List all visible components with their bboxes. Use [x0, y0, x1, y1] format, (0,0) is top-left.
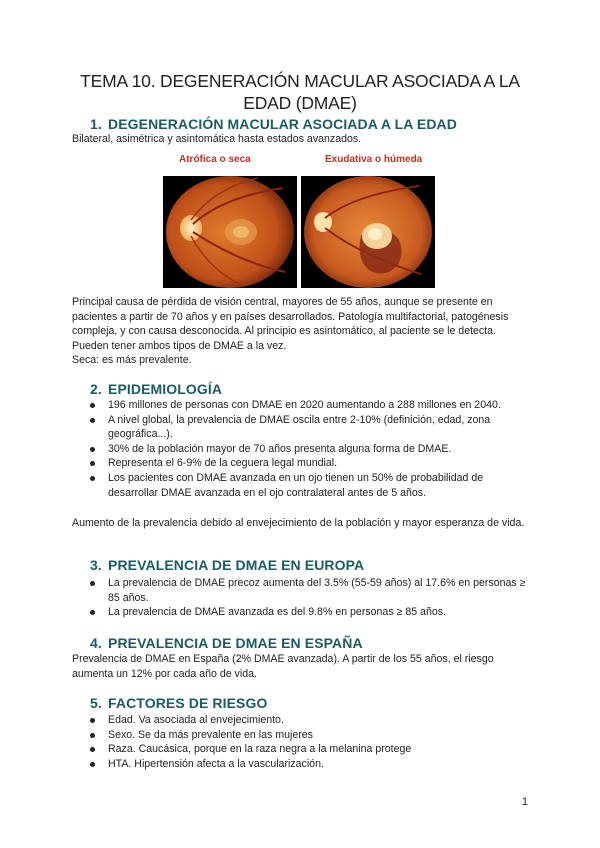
list-item: La prevalencia de DMAE avanzada es del 9.8% en personas ≥ 85 años. — [72, 605, 532, 620]
section-1-number: 1. — [90, 116, 102, 132]
section-1-dry-note: Seca: es más prevalente. — [72, 354, 192, 366]
europe-prevalence-list — [72, 576, 532, 620]
list-item: Edad. Va asociada al envejecimiento. — [72, 713, 532, 728]
list-item: Los pacientes con DMAE avanzada en un ojo tienen un 50% de probabilidad de desarrollar DMAE avanzada en el ojo contralateral antes de 5 años. — [72, 471, 532, 500]
wet-amd-fundus-image — [301, 176, 435, 288]
section-3-title: PREVALENCIA DE DMAE EN EUROPA — [108, 557, 365, 573]
wet-amd-label: Exudativa o húmeda — [325, 154, 423, 165]
section-2-paragraph: Aumento de la prevalencia debido al envejecimiento de la población y mayor esperanza de vida. — [72, 517, 525, 529]
list-item: HTA. Hipertensión afecta a la vascularización. — [72, 757, 532, 772]
section-2-number: 2. — [90, 381, 102, 397]
risk-factors-list — [72, 713, 532, 771]
section-1-intro: Bilateral, asimétrica y asintomática hasta estados avanzados. — [72, 133, 362, 145]
list-item: La prevalencia de DMAE precoz aumenta del 3.5% (55-59 años) al 17.6% en personas ≥ 85 años. — [72, 576, 532, 605]
dry-amd-label: Atrófica o seca — [179, 154, 251, 165]
section-4-paragraph: Prevalencia de DMAE en España (2% DMAE avanzada). A partir de los 55 años, el riesgo aumenta un 12% por cada año de vida. — [72, 653, 494, 680]
list-item: Sexo. Se da más prevalente en las mujeres — [72, 728, 532, 743]
list-item: A nivel global, la prevalencia de DMAE oscila entre 2-10% (definición, edad, zona geográfica...). — [72, 413, 532, 442]
section-3-heading — [90, 557, 364, 573]
section-5-heading — [90, 695, 267, 711]
section-1-paragraph: Principal causa de pérdida de visión central, mayores de 55 años, aunque se presente en pacientes a partir de 70 años y en países desarrollados. Patología multifactorial, patogénesis compleja, y con causa desconocida. Al principio es asintomático, al paciente se le detecta. Pueden tener ambos tipos de DMAE a la vez. — [72, 296, 509, 352]
page-number: 1 — [521, 796, 528, 808]
list-item: Raza. Caucásica, porque en la raza negra a la melanina protege — [72, 742, 532, 757]
fundus-figure — [163, 154, 435, 288]
list-item: 196 millones de personas con DMAE en 2020 aumentando a 288 millones en 2040. — [72, 398, 532, 413]
section-5-number: 5. — [90, 695, 102, 711]
section-4-heading — [90, 635, 363, 651]
dry-amd-fundus-image — [163, 176, 297, 288]
epidemiology-list — [72, 398, 532, 500]
document-title: TEMA 10. DEGENERACIÓN MACULAR ASOCIADA A LA EDAD (DMAE) — [80, 71, 520, 113]
list-item: 30% de la población mayor de 70 años presenta alguna forma de DMAE. — [72, 442, 532, 457]
list-item: Representa el 6-9% de la ceguera legal mundial. — [72, 456, 532, 471]
section-4-number: 4. — [90, 635, 102, 651]
section-2-heading — [90, 381, 222, 397]
section-4-title: PREVALENCIA DE DMAE EN ESPAÑA — [108, 635, 363, 651]
section-3-number: 3. — [90, 557, 102, 573]
section-5-title: FACTORES DE RIESGO — [108, 695, 268, 711]
section-1-title: DEGENERACIÓN MACULAR ASOCIADA A LA EDAD — [108, 116, 457, 132]
section-2-title: EPIDEMIOLOGÍA — [108, 381, 223, 397]
section-1-heading — [90, 116, 457, 132]
